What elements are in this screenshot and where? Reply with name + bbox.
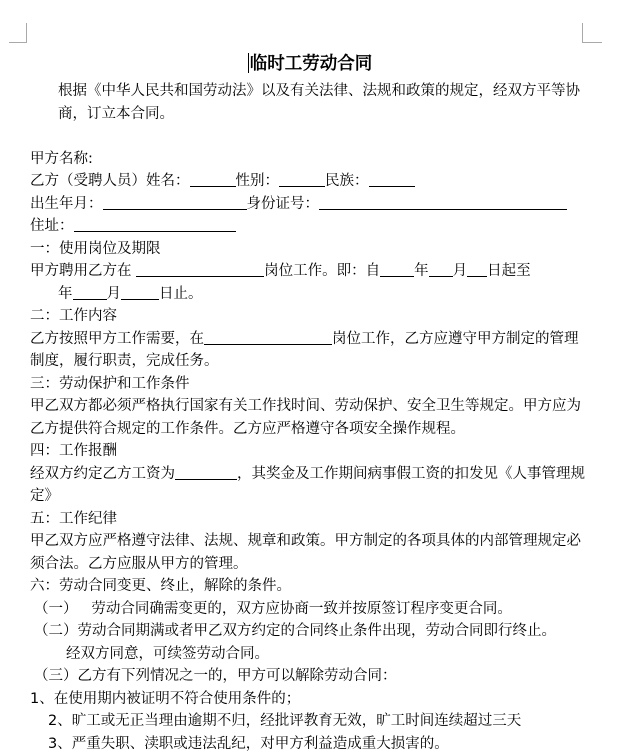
party-b-field: 乙方（受聘人员）姓名： 性别： 民族： [30,170,590,193]
section-6-item-3: （三）乙方有下列情况之一的，甲方可以解除劳动合同： [30,665,590,688]
job-blank[interactable] [204,330,332,345]
address-field: 住址： [30,215,590,238]
page-corner-mark-top-left-vertical [26,23,27,43]
end-year-month-blank[interactable] [73,285,107,300]
section-6-heading: 六：劳动合同变更、终止，解除的条件。 [30,575,590,598]
salary-blank[interactable] [175,465,237,480]
page-corner-mark-top-left [9,42,26,43]
document-page[interactable] [30,48,590,755]
section-3-body: 甲乙双方都必须严格执行国家有关工作找时间、劳动保护、安全卫生等规定。甲方应为乙方提供符合规定的工作条件。乙方应严格遵守各项安全操作规程。 [30,395,590,440]
list-item-2: 2、旷工或无正当理由逾期不归，经批评教育无效，旷工时间连续超过三天 [30,710,590,733]
section-3-heading: 三：劳动保护和工作条件 [30,373,590,396]
section-2-heading: 二：工作内容 [30,305,590,328]
address-blank[interactable] [74,217,236,232]
end-day-blank[interactable] [121,285,159,300]
birth-blank[interactable] [103,195,247,210]
ethnicity-blank[interactable] [369,172,415,187]
section-1-heading: 一：使用岗位及期限 [30,238,590,261]
intro-paragraph: 根据《中华人民共和国劳动法》以及有关法律、法规和政策的规定，经双方平等协商，订立本合同。 [30,80,590,125]
section-6-item-2-cont: 经双方同意，可续签劳动合同。 [30,643,590,666]
list-item-3: 3、严重失职、渎职或违法乱纪，对甲方利益造成重大损害的。 [30,733,590,755]
blank-line [30,125,590,148]
section-4-body: 经双方约定乙方工资为 ，其奖金及工作期间病事假工资的扣发见《人事管理规定》 [30,463,590,508]
start-month-blank[interactable] [429,262,453,277]
position-blank[interactable] [136,262,264,277]
text-cursor [248,53,249,73]
name-blank[interactable] [190,172,236,187]
start-year-blank[interactable] [380,262,414,277]
id-number-blank[interactable] [319,195,567,210]
gender-blank[interactable] [279,172,325,187]
document-title: 临时工劳动合同 [30,48,590,80]
section-6-item-2: （二）劳动合同期满或者甲乙双方约定的合同终止条件出现，劳动合同即行终止。 [30,620,590,643]
birth-id-field: 出生年月： 身份证号： [30,193,590,216]
section-6-item-1: （一） 劳动合同确需变更的，双方应协商一致并按原签订程序变更合同。 [30,598,590,621]
party-a-field: 甲方名称: [30,148,590,171]
section-4-heading: 四：工作报酬 [30,440,590,463]
section-1-line-1: 甲方聘用乙方在 岗位工作。即：自 年 月 日起至 [30,260,590,283]
page-corner-mark-top-right [582,42,602,43]
start-day-blank[interactable] [467,262,487,277]
section-2-body: 乙方按照甲方工作需要，在 岗位工作，乙方应遵守甲方制定的管理制度，履行职责，完成任务。 [30,328,590,373]
list-item-1: 1、在使用期内被证明不符合使用条件的； [30,688,590,711]
page-corner-mark-top-right-vertical [582,23,583,43]
section-5-body: 甲乙双方应严格遵守法律、法规、规章和政策。甲方制定的各项具体的内部管理规定必须合法。乙方应服从甲方的管理。 [30,530,590,575]
section-5-heading: 五：工作纪律 [30,508,590,531]
section-1-line-2: 年 月 日止。 [30,283,590,306]
